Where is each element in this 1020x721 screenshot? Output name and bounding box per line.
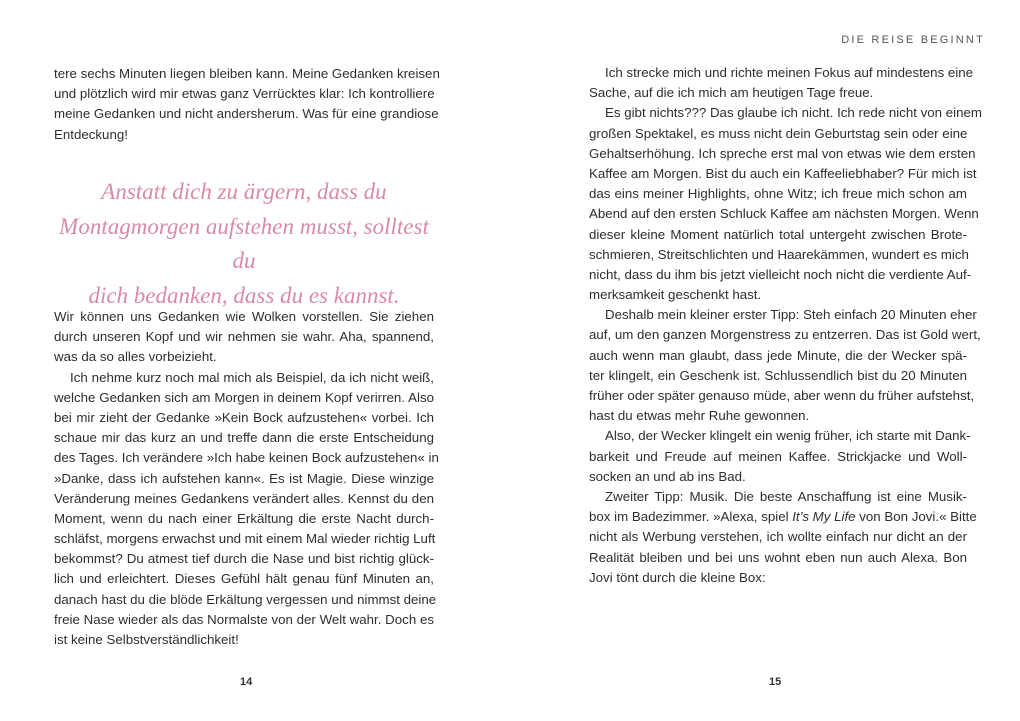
text-line: welche Gedanken sich am Morgen in deinem Kopf verirren. Also bbox=[54, 389, 434, 405]
running-header: DIE REISE BEGINNT bbox=[841, 34, 985, 46]
page-number-left: 14 bbox=[240, 676, 253, 688]
text-line: ist keine Selbstverständlichkeit! bbox=[54, 632, 239, 647]
text-line: schmieren, Streitschlichten und Haarekämmen, wundert es mich bbox=[589, 246, 969, 262]
quote-line: dich bedanken, dass du es kannst. bbox=[88, 282, 400, 308]
text-line: dieser kleine Moment natürlich total untergeht zwischen Brote- bbox=[589, 226, 967, 242]
text-line: Zweiter Tipp: Musik. Die beste Anschaffung ist eine Musik- bbox=[605, 488, 967, 504]
text-line: großen Spektakel, es muss nicht dein Geburtstag sein oder eine bbox=[589, 125, 968, 141]
text-line: Realität bleiben und bei uns wohnt eben nun auch Alexa. Bon bbox=[589, 549, 967, 565]
text-line: auch wenn man glaubt, dass jede Minute, die der Wecker spä- bbox=[589, 347, 967, 363]
text-line: Es gibt nichts??? Das glaube ich nicht. Ich rede nicht von einem bbox=[605, 105, 982, 121]
text-line: Wir können uns Gedanken wie Wolken vorstellen. Sie ziehen bbox=[54, 309, 434, 324]
page-number-right: 15 bbox=[769, 676, 782, 688]
text-line: das eins meiner Highlights, ohne Witz; ich freue mich schon am bbox=[589, 186, 967, 202]
quote-line: Anstatt dich zu ärgern, dass du bbox=[101, 179, 387, 204]
text-line: früher oder später genauso müde, aber wenn du früher aufstehst, bbox=[589, 388, 975, 403]
text-line: auf, um den ganzen Morgenstress zu entzerren. Das ist Gold wert, bbox=[589, 327, 981, 343]
text-line: socken an und ab ins Bad. bbox=[589, 468, 746, 484]
text-line: des Tages. Ich verändere »Ich habe keinen Bock aufzustehen« in bbox=[54, 450, 439, 466]
text-line: Ich strecke mich und richte meinen Fokus auf mindestens eine bbox=[605, 65, 974, 80]
text-line: bekommst? Du atmest tief durch die Nase und bist richtig glück- bbox=[54, 551, 434, 567]
italic-title: It’s My Life bbox=[792, 509, 856, 525]
text-line: danach hast du die blöde Erkältung vergessen und nimmst deine bbox=[54, 591, 437, 607]
text-line: Moment, wenn du nach einer Erkältung die erste Nacht durch- bbox=[54, 510, 434, 526]
text-line: Entdeckung! bbox=[54, 126, 128, 142]
text-line: Jovi tönt durch die kleine Box: bbox=[589, 569, 766, 585]
left-page-text-bottom bbox=[54, 307, 439, 650]
text-line: und plötzlich wird mir etwas ganz Verrücktes klar: Ich kontrolliere bbox=[54, 86, 435, 102]
text-line: barkeit und Freude auf meinen Kaffee. Strickjacke und Woll- bbox=[589, 448, 967, 464]
text-line: ter klingelt, ein Geschenk ist. Schlussendlich bist du 20 Minuten bbox=[589, 367, 967, 383]
text-line: tere sechs Minuten liegen bleiben kann. Meine Gedanken kreisen bbox=[54, 66, 440, 81]
text-line: nicht, dass du ihm bis jetzt vielleicht noch nicht die verdiente Auf- bbox=[589, 266, 972, 282]
paragraph bbox=[589, 305, 981, 426]
text-line: Abend auf den ersten Schluck Kaffee am nächsten Morgen. Wenn bbox=[589, 206, 979, 222]
text-line: freie Nase wieder als das Normalste von der Welt wahr. Doch es bbox=[54, 611, 434, 627]
text-line: schaue mir das kurz an und treffe dann die erste Entscheidung bbox=[54, 430, 434, 446]
text-line: bei mir zieht der Gedanke »Kein Bock aufzustehen« vorbei. Ich bbox=[54, 409, 434, 425]
text-line: »Danke, dass ich aufstehen kann«. Es ist Magie. Diese winzige bbox=[54, 470, 434, 486]
text-line: hast du etwas mehr Ruhe gewonnen. bbox=[589, 408, 810, 424]
text-line: Ich nehme kurz noch mal mich als Beispiel, da ich nicht weiß, bbox=[70, 369, 434, 385]
text-line: Kaffee am Morgen. Bist du auch ein Kaffeeliebhaber? Für mich ist bbox=[589, 165, 977, 181]
right-page-text bbox=[589, 63, 982, 588]
paragraph bbox=[54, 368, 439, 651]
text-segment: von Bon Jovi.« Bitte bbox=[855, 509, 977, 525]
paragraph bbox=[589, 426, 971, 487]
text-line: meine Gedanken und nicht andersherum. Was für eine grandiose bbox=[54, 106, 439, 122]
pull-quote bbox=[54, 175, 434, 313]
text-line: Deshalb mein kleiner erster Tipp: Steh einfach 20 Minuten eher bbox=[605, 307, 977, 323]
quote-line: Montagmorgen aufstehen musst, solltest du bbox=[59, 213, 429, 273]
text-line: Also, der Wecker klingelt ein wenig früher, ich starte mit Dank- bbox=[605, 428, 971, 444]
paragraph bbox=[589, 63, 974, 103]
paragraph bbox=[54, 64, 440, 145]
left-page-text-top bbox=[54, 64, 440, 145]
paragraph bbox=[589, 103, 982, 305]
text-line: nicht als Werbung verstehen, ich wollte einfach nur dicht an der bbox=[589, 529, 967, 545]
text-line: Gehaltserhöhung. Ich spreche erst mal von etwas wie dem ersten bbox=[589, 145, 976, 161]
text-line: schläfst, morgens erwachst und mit einem Mal wieder richtig Luft bbox=[54, 531, 436, 547]
text-line: durch unseren Kopf und wir nehmen sie wahr. Aha, spannend, bbox=[54, 329, 434, 345]
text-line: merksamkeit geschenkt hast. bbox=[589, 287, 762, 303]
paragraph bbox=[54, 307, 434, 368]
text-line: Veränderung meines Gedankens verändert alles. Kennst du den bbox=[54, 490, 434, 506]
text-line: lich und erleichtert. Dieses Gefühl hält genau fünf Minuten an, bbox=[54, 571, 434, 587]
text-line bbox=[589, 507, 977, 527]
text-line: was da so alles vorbeizieht. bbox=[54, 349, 217, 365]
text-line: Sache, auf die ich mich am heutigen Tage freue. bbox=[589, 85, 874, 101]
paragraph bbox=[589, 487, 977, 588]
text-segment: box im Badezimmer. »Alexa, spiel bbox=[589, 509, 793, 525]
